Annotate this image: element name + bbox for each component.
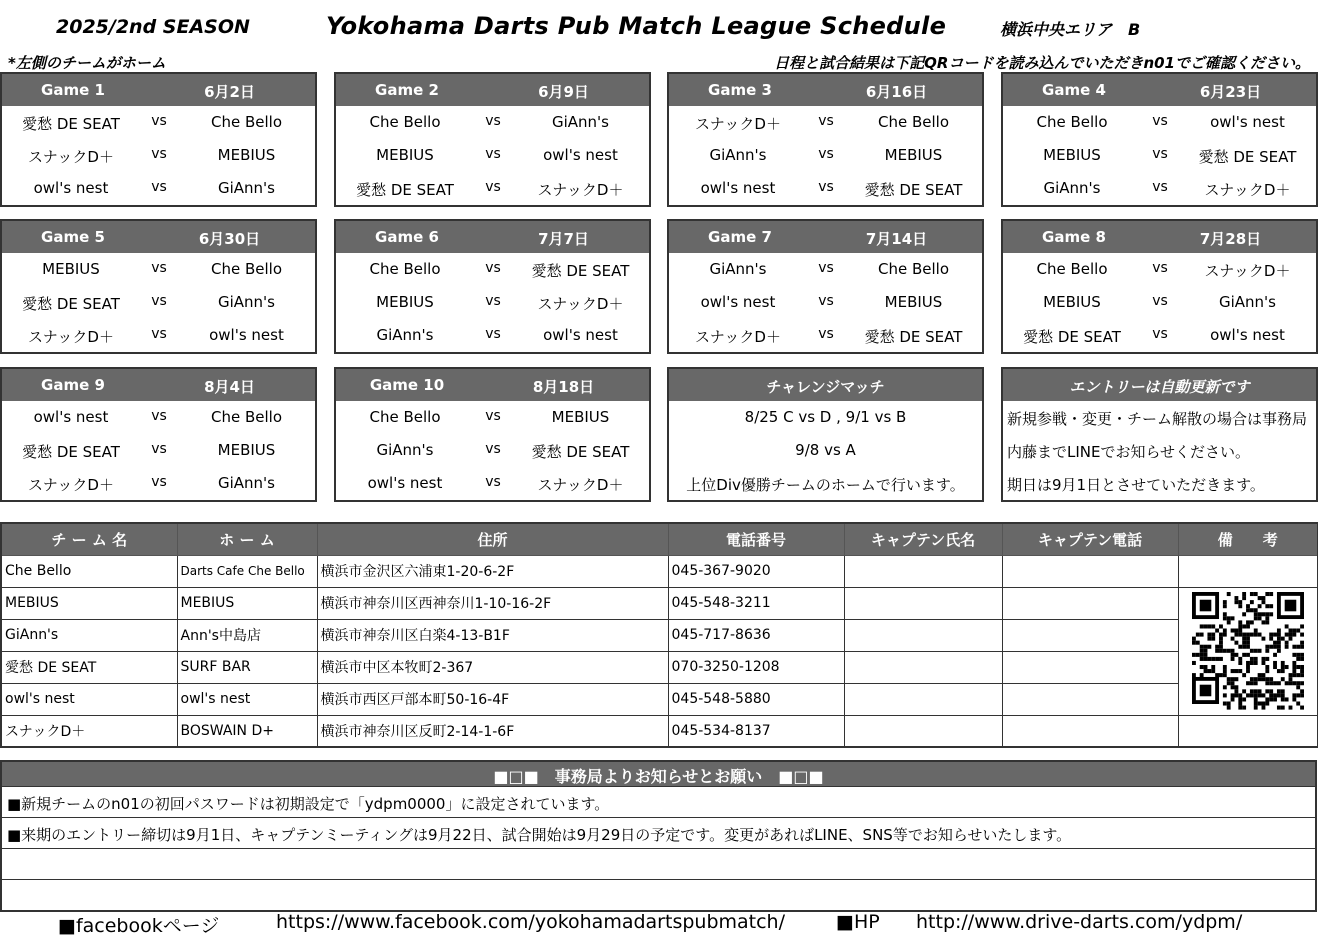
- vs-label: vs: [485, 293, 501, 309]
- entry-line: 期日は9月1日とさせていただきます。: [1007, 476, 1265, 494]
- home-team: GiAnn's: [1043, 179, 1101, 197]
- home-team: owl's nest: [700, 179, 776, 197]
- home-team: スナックD＋: [695, 328, 781, 346]
- match-row: [1003, 253, 1316, 286]
- game-label: Game 6: [375, 228, 439, 246]
- home-team: GiAnn's: [709, 260, 767, 278]
- footer: [0, 909, 1318, 939]
- vs-label: vs: [485, 441, 501, 457]
- vs-label: vs: [818, 146, 834, 162]
- vs-label: vs: [1152, 293, 1168, 309]
- match-row: [336, 172, 649, 205]
- game-header: [669, 74, 982, 106]
- table-row: [1, 651, 1318, 683]
- home-team: スナックD＋: [28, 148, 114, 166]
- away-team: GiAnn's: [1218, 293, 1276, 311]
- entry-box: [1001, 367, 1318, 502]
- match-row: [336, 286, 649, 319]
- game-date: 8月18日: [532, 378, 595, 396]
- away-team: MEBIUS: [884, 293, 943, 311]
- away-team: GiAnn's: [217, 293, 275, 311]
- table-row: [1, 555, 1318, 587]
- game-box: [334, 219, 651, 354]
- captain-phone: [1002, 683, 1178, 715]
- game-date: 8月4日: [204, 378, 255, 396]
- vs-label: vs: [818, 326, 834, 342]
- match-row: [1003, 172, 1316, 205]
- home-team: owl's nest: [367, 474, 443, 492]
- game-label: Game 8: [1042, 228, 1106, 246]
- game-box: [334, 367, 651, 502]
- game-header: [336, 74, 649, 106]
- entry-line: 新規参戦・変更・チーム解散の場合は事務局: [1007, 410, 1308, 428]
- away-team: MEBIUS: [884, 146, 943, 164]
- area-label: 横浜中央エリア B: [1000, 20, 1141, 39]
- header-captain-phone: キャプテン電話: [1002, 523, 1178, 555]
- away-team: スナックD＋: [1204, 262, 1291, 280]
- home-note: *左側のチームがホーム: [8, 54, 166, 72]
- home-team: GiAnn's: [709, 146, 767, 164]
- away-team: GiAnn's: [217, 179, 275, 197]
- away-team: owl's nest: [1210, 113, 1285, 131]
- notice-line: ■来期のエントリー締切は9月1日、キャプテンミーティングは9月22日、試合開始は9月29日の予定です。変更があればLINE、SNS等でお知らせいたします。: [2, 817, 1315, 848]
- game-header: [1003, 221, 1316, 253]
- game-date: 7月14日: [865, 230, 928, 248]
- match-row: [2, 106, 315, 139]
- notice-box: [0, 760, 1317, 912]
- captain-name: [844, 683, 1002, 715]
- vs-label: vs: [485, 474, 501, 490]
- vs-label: vs: [151, 179, 167, 195]
- entry-title: エントリーは自動更新です: [1069, 378, 1250, 396]
- away-team: GiAnn's: [217, 474, 275, 492]
- notice-title: ■□■ 事務局よりお知らせとお願い ■□■: [2, 762, 1315, 786]
- home-team: GiAnn's: [376, 326, 434, 344]
- vs-label: vs: [1152, 113, 1168, 129]
- season-label: 2025/2nd SEASON: [56, 16, 250, 38]
- team-name: MEBIUS: [1, 587, 177, 619]
- address: 横浜市神奈川区西神奈川1-10-16-2F: [317, 587, 668, 619]
- game-label: Game 3: [708, 81, 772, 99]
- match-row: [336, 401, 649, 434]
- vs-label: vs: [485, 326, 501, 342]
- address: 横浜市神奈川区反町2-14-1-6F: [317, 715, 668, 747]
- home-team: スナックD＋: [28, 476, 114, 494]
- vs-label: vs: [151, 474, 167, 490]
- team-name: スナックD＋: [1, 715, 177, 747]
- home-team: スナックD＋: [28, 328, 114, 346]
- home-team: Che Bello: [369, 408, 441, 426]
- challenge-line: 9/8 vs A: [795, 441, 856, 459]
- game-label: Game 10: [369, 376, 445, 394]
- game-header: [2, 74, 315, 106]
- home-team: owl's nest: [700, 293, 776, 311]
- home-team: 愛愁 DE SEAT: [1023, 328, 1121, 346]
- away-team: Che Bello: [877, 113, 949, 131]
- vs-label: vs: [1152, 260, 1168, 276]
- match-row: [336, 467, 649, 500]
- match-row: [669, 106, 982, 139]
- phone: 045-534-8137: [668, 715, 844, 747]
- match-row: [669, 139, 982, 172]
- hp-link[interactable]: http://www.drive-darts.com/ydpm/: [916, 911, 1243, 933]
- captain-name: [844, 587, 1002, 619]
- captain-phone: [1002, 555, 1178, 587]
- match-row: [336, 139, 649, 172]
- game-label: Game 5: [41, 228, 105, 246]
- match-row: [336, 434, 649, 467]
- match-row: [1003, 139, 1316, 172]
- challenge-line: 上位Div優勝チームのホームで行います。: [686, 476, 965, 494]
- entry-line: 内藤までLINEでお知らせください。: [1007, 443, 1251, 461]
- match-row: [669, 172, 982, 205]
- game-date: 6月2日: [204, 83, 255, 101]
- game-header: [1003, 74, 1316, 106]
- phone: 045-548-5880: [668, 683, 844, 715]
- vs-label: vs: [151, 146, 167, 162]
- facebook-label: ■facebookページ: [58, 915, 220, 937]
- game-header: [2, 221, 315, 253]
- game-box: [0, 219, 317, 354]
- captain-name: [844, 715, 1002, 747]
- away-team: owl's nest: [543, 146, 618, 164]
- notice-line: [2, 848, 1315, 879]
- challenge-line: 8/25 C vs D , 9/1 vs B: [744, 408, 907, 426]
- home-team: MEBIUS: [1043, 293, 1101, 311]
- table-row: [1, 715, 1318, 747]
- captain-name: [844, 651, 1002, 683]
- notice-line: [2, 879, 1315, 910]
- game-label: Game 4: [1042, 81, 1106, 99]
- match-row: [336, 106, 649, 139]
- phone: 045-717-8636: [668, 619, 844, 651]
- vs-label: vs: [818, 179, 834, 195]
- match-row: [336, 253, 649, 286]
- away-team: MEBIUS: [217, 146, 276, 164]
- home-team: Che Bello: [369, 260, 441, 278]
- remarks-cell: [1178, 587, 1318, 715]
- vs-label: vs: [1152, 179, 1168, 195]
- captain-phone: [1002, 715, 1178, 747]
- match-row: [2, 172, 315, 205]
- home-team: Che Bello: [369, 113, 441, 131]
- challenge-title: チャレンジマッチ: [766, 378, 885, 396]
- vs-label: vs: [1152, 146, 1168, 162]
- away-team: 愛愁 DE SEAT: [864, 328, 963, 346]
- home-team: owl's nest: [33, 179, 109, 197]
- qr-note: 日程と試合結果は下記QRコードを読み込んでいただきn01でご確認ください。: [774, 54, 1310, 72]
- qr-code-icon[interactable]: [1192, 592, 1304, 710]
- home-team: Che Bello: [1036, 260, 1108, 278]
- away-team: スナックD＋: [537, 295, 624, 313]
- game-header: [669, 221, 982, 253]
- address: 横浜市神奈川区白楽4-13-B1F: [317, 619, 668, 651]
- phone: 070-3250-1208: [668, 651, 844, 683]
- home-team: MEBIUS: [376, 146, 434, 164]
- game-box: [1001, 219, 1318, 354]
- away-team: Che Bello: [210, 113, 282, 131]
- challenge-box: [667, 367, 984, 502]
- home-team: MEBIUS: [42, 260, 100, 278]
- match-row: [2, 319, 315, 352]
- team-name: Che Bello: [1, 555, 177, 587]
- match-row: [1003, 106, 1316, 139]
- vs-label: vs: [151, 326, 167, 342]
- home-venue: Ann's中島店: [177, 619, 317, 651]
- home-team: MEBIUS: [1043, 146, 1101, 164]
- notice-line: ■新規チームのn01の初回パスワードは初期設定で「ydpm0000」に設定されています。: [2, 786, 1315, 817]
- captain-phone: [1002, 619, 1178, 651]
- away-team: Che Bello: [210, 260, 282, 278]
- captain-phone: [1002, 587, 1178, 619]
- game-date: 6月23日: [1199, 83, 1262, 101]
- facebook-link[interactable]: https://www.facebook.com/yokohamadartspubmatch/: [276, 911, 785, 933]
- away-team: スナックD＋: [537, 181, 624, 199]
- home-venue: MEBIUS: [177, 587, 317, 619]
- captain-phone: [1002, 651, 1178, 683]
- home-team: 愛愁 DE SEAT: [22, 295, 120, 313]
- match-row: [1003, 286, 1316, 319]
- away-team: owl's nest: [1210, 326, 1285, 344]
- table-row: [1, 619, 1318, 651]
- home-team: 愛愁 DE SEAT: [22, 443, 120, 461]
- home-team: 愛愁 DE SEAT: [356, 181, 454, 199]
- match-row: [2, 434, 315, 467]
- header-captain: キャプテン氏名: [844, 523, 1002, 555]
- game-label: Game 2: [375, 81, 439, 99]
- match-row: [2, 253, 315, 286]
- home-team: GiAnn's: [376, 441, 434, 459]
- phone: 045-548-3211: [668, 587, 844, 619]
- match-row: [2, 139, 315, 172]
- away-team: 愛愁 DE SEAT: [1198, 148, 1297, 166]
- vs-label: vs: [485, 179, 501, 195]
- home-venue: Darts Cafe Che Bello: [177, 555, 317, 587]
- game-date: 7月28日: [1199, 230, 1262, 248]
- vs-label: vs: [818, 293, 834, 309]
- match-row: [2, 286, 315, 319]
- home-venue: BOSWAIN D+: [177, 715, 317, 747]
- vs-label: vs: [151, 408, 167, 424]
- game-date: 6月30日: [198, 230, 261, 248]
- home-team: 愛愁 DE SEAT: [22, 115, 120, 133]
- page-title: Yokohama Darts Pub Match League Schedule: [326, 12, 947, 40]
- team-name: GiAnn's: [1, 619, 177, 651]
- captain-name: [844, 619, 1002, 651]
- vs-label: vs: [818, 113, 834, 129]
- vs-label: vs: [485, 408, 501, 424]
- away-team: 愛愁 DE SEAT: [864, 181, 963, 199]
- match-row: [2, 467, 315, 500]
- header-remarks: 備 考: [1178, 523, 1318, 555]
- vs-label: vs: [151, 293, 167, 309]
- away-team: owl's nest: [209, 326, 284, 344]
- vs-label: vs: [818, 260, 834, 276]
- away-team: 愛愁 DE SEAT: [531, 262, 630, 280]
- header-team: チ ー ム 名: [1, 523, 177, 555]
- header-home: ホ ー ム: [177, 523, 317, 555]
- game-box: [1001, 72, 1318, 207]
- header-phone: 電話番号: [668, 523, 844, 555]
- vs-label: vs: [485, 260, 501, 276]
- match-row: [1003, 319, 1316, 352]
- game-label: Game 7: [708, 228, 772, 246]
- away-team: スナックD＋: [537, 476, 624, 494]
- hp-label: ■HP: [836, 911, 880, 933]
- home-team: Che Bello: [1036, 113, 1108, 131]
- captain-name: [844, 555, 1002, 587]
- game-label: Game 9: [41, 376, 105, 394]
- entry-header: [1003, 369, 1316, 401]
- header-address: 住所: [317, 523, 668, 555]
- away-team: Che Bello: [877, 260, 949, 278]
- vs-label: vs: [485, 113, 501, 129]
- home-team: スナックD＋: [695, 115, 781, 133]
- vs-label: vs: [151, 441, 167, 457]
- game-label: Game 1: [41, 81, 105, 99]
- team-name: 愛愁 DE SEAT: [1, 651, 177, 683]
- game-header: [2, 369, 315, 401]
- away-team: GiAnn's: [551, 113, 609, 131]
- match-row: [669, 319, 982, 352]
- vs-label: vs: [151, 113, 167, 129]
- match-row: [669, 286, 982, 319]
- away-team: MEBIUS: [217, 441, 276, 459]
- home-venue: SURF BAR: [177, 651, 317, 683]
- game-date: 6月16日: [865, 83, 928, 101]
- match-row: [336, 319, 649, 352]
- home-team: MEBIUS: [376, 293, 434, 311]
- game-header: [336, 369, 649, 401]
- vs-label: vs: [1152, 326, 1168, 342]
- game-date: 6月9日: [538, 83, 589, 101]
- team-table-header: [1, 523, 1318, 555]
- challenge-header: [669, 369, 982, 401]
- game-header: [336, 221, 649, 253]
- away-team: Che Bello: [210, 408, 282, 426]
- vs-label: vs: [151, 260, 167, 276]
- game-date: 7月7日: [538, 230, 589, 248]
- team-table: [0, 522, 1318, 748]
- phone: 045-367-9020: [668, 555, 844, 587]
- game-box: [0, 367, 317, 502]
- game-box: [0, 72, 317, 207]
- table-row: [1, 683, 1318, 715]
- home-team: owl's nest: [33, 408, 109, 426]
- away-team: 愛愁 DE SEAT: [531, 443, 630, 461]
- match-row: [669, 253, 982, 286]
- team-name: owl's nest: [1, 683, 177, 715]
- address: 横浜市金沢区六浦東1-20-6-2F: [317, 555, 668, 587]
- away-team: MEBIUS: [551, 408, 610, 426]
- address: 横浜市西区戸部本町50-16-4F: [317, 683, 668, 715]
- home-venue: owl's nest: [177, 683, 317, 715]
- game-box: [334, 72, 651, 207]
- vs-label: vs: [485, 146, 501, 162]
- match-row: [2, 401, 315, 434]
- game-box: [667, 219, 984, 354]
- address: 横浜市中区本牧町2-367: [317, 651, 668, 683]
- away-team: スナックD＋: [1204, 181, 1291, 199]
- away-team: owl's nest: [543, 326, 618, 344]
- table-row: [1, 587, 1318, 619]
- game-box: [667, 72, 984, 207]
